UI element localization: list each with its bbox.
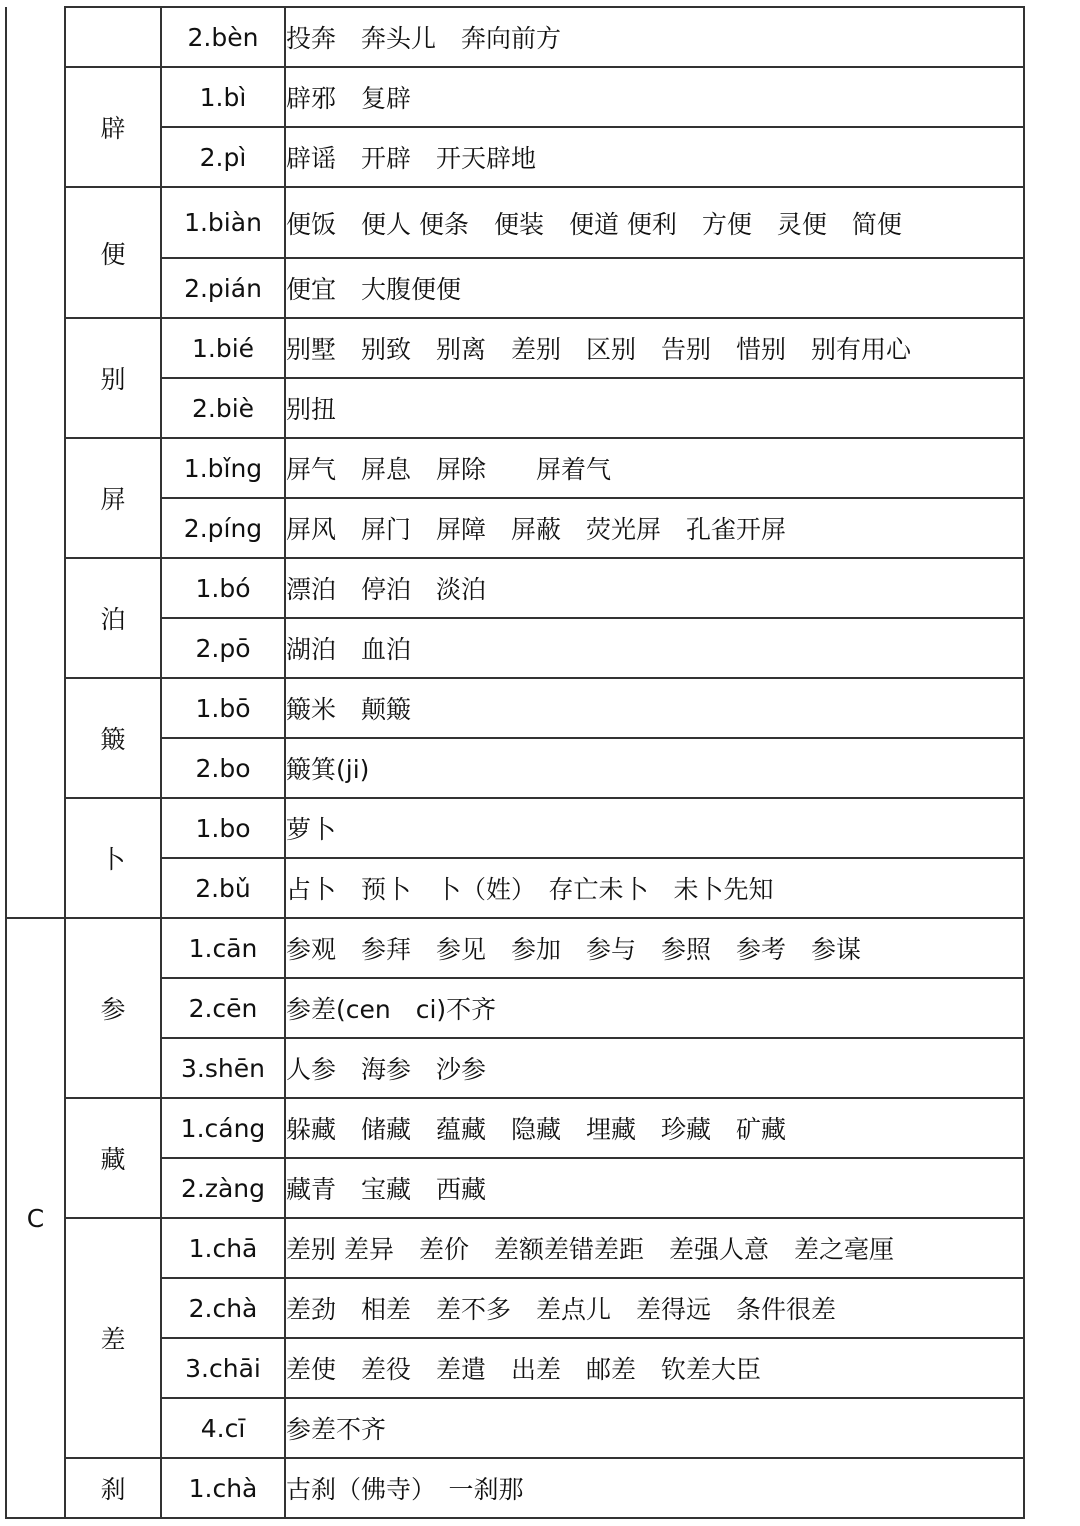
pinyin-cell: 1.biàn <box>161 187 285 258</box>
pinyin-cell: 1.bó <box>161 558 285 618</box>
letter-cell-b-continued <box>6 7 65 918</box>
pinyin-cell: 1.chā <box>161 1218 285 1278</box>
pinyin-cell: 4.cī <box>161 1398 285 1458</box>
words-cell: 别扭 <box>285 378 1024 438</box>
table-row <box>6 798 1024 858</box>
words-cell: 萝卜 <box>285 798 1024 858</box>
char-cell: 别 <box>65 318 161 438</box>
pinyin-cell: 2.bo <box>161 738 285 798</box>
words-cell: 屏气 屏息 屏除 屏着气 <box>285 438 1024 498</box>
pinyin-cell: 2.bǔ <box>161 858 285 918</box>
table-row <box>6 187 1024 258</box>
char-cell: 泊 <box>65 558 161 678</box>
words-cell: 差劲 相差 差不多 差点儿 差得远 条件很差 <box>285 1278 1024 1338</box>
table-row <box>6 558 1024 618</box>
polyphonic-character-table <box>5 6 1025 1519</box>
words-cell: 占卜 预卜 卜（姓） 存亡未卜 未卜先知 <box>285 858 1024 918</box>
char-cell: 卜 <box>65 798 161 918</box>
char-cell-empty <box>65 7 161 67</box>
pinyin-cell: 2.biè <box>161 378 285 438</box>
pinyin-cell: 3.chāi <box>161 1338 285 1398</box>
words-cell: 别墅 别致 别离 差别 区别 告别 惜别 别有用心 <box>285 318 1024 378</box>
words-cell: 湖泊 血泊 <box>285 618 1024 678</box>
words-cell: 差别 差异 差价 差额差错差距 差强人意 差之毫厘 <box>285 1218 1024 1278</box>
pinyin-cell: 1.bō <box>161 678 285 738</box>
words-cell: 参差不齐 <box>285 1398 1024 1458</box>
char-cell: 屏 <box>65 438 161 558</box>
table-row <box>6 918 1024 978</box>
table-row <box>6 1458 1024 1518</box>
letter-cell: C <box>6 918 65 1518</box>
pinyin-cell: 2.zàng <box>161 1158 285 1218</box>
table-row <box>6 678 1024 738</box>
words-cell: 便宜 大腹便便 <box>285 258 1024 318</box>
words-cell: 屏风 屏门 屏障 屏蔽 荧光屏 孔雀开屏 <box>285 498 1024 558</box>
char-cell: 便 <box>65 187 161 318</box>
pinyin-cell: 2.pō <box>161 618 285 678</box>
pinyin-cell: 2.pì <box>161 127 285 187</box>
words-cell: 投奔 奔头儿 奔向前方 <box>285 7 1024 67</box>
pinyin-cell: 1.bǐng <box>161 438 285 498</box>
words-cell: 差使 差役 差遣 出差 邮差 钦差大臣 <box>285 1338 1024 1398</box>
words-cell: 躲藏 储藏 蕴藏 隐藏 埋藏 珍藏 矿藏 <box>285 1098 1024 1158</box>
pinyin-cell: 1.bì <box>161 67 285 127</box>
words-cell: 参差(cen ci)不齐 <box>285 978 1024 1038</box>
char-cell: 刹 <box>65 1458 161 1518</box>
words-cell: 漂泊 停泊 淡泊 <box>285 558 1024 618</box>
pinyin-cell: 1.bié <box>161 318 285 378</box>
table-row <box>6 318 1024 378</box>
pinyin-cell: 1.cān <box>161 918 285 978</box>
pinyin-cell: 2.bèn <box>161 7 285 67</box>
char-cell: 参 <box>65 918 161 1098</box>
pinyin-cell: 2.pián <box>161 258 285 318</box>
words-cell: 藏青 宝藏 西藏 <box>285 1158 1024 1218</box>
table-row <box>6 1218 1024 1278</box>
pinyin-cell: 2.cēn <box>161 978 285 1038</box>
char-cell: 辟 <box>65 67 161 187</box>
words-cell: 辟邪 复辟 <box>285 67 1024 127</box>
pinyin-cell: 1.chà <box>161 1458 285 1518</box>
table-row <box>6 1098 1024 1158</box>
table-row <box>6 7 1024 67</box>
table-row <box>6 67 1024 127</box>
char-cell: 差 <box>65 1218 161 1458</box>
words-cell: 簸米 颠簸 <box>285 678 1024 738</box>
pinyin-cell: 3.shēn <box>161 1038 285 1098</box>
pinyin-cell: 1.bo <box>161 798 285 858</box>
words-cell: 辟谣 开辟 开天辟地 <box>285 127 1024 187</box>
pinyin-cell: 2.chà <box>161 1278 285 1338</box>
words-cell: 簸箕(ji) <box>285 738 1024 798</box>
char-cell: 藏 <box>65 1098 161 1218</box>
words-cell: 古刹（佛寺） 一刹那 <box>285 1458 1024 1518</box>
pinyin-cell: 1.cáng <box>161 1098 285 1158</box>
words-cell: 参观 参拜 参见 参加 参与 参照 参考 参谋 <box>285 918 1024 978</box>
words-cell: 便饭 便人 便条 便装 便道 便利 方便 灵便 简便 <box>285 187 1024 258</box>
words-cell: 人参 海参 沙参 <box>285 1038 1024 1098</box>
table-row <box>6 438 1024 498</box>
char-cell: 簸 <box>65 678 161 798</box>
pinyin-cell: 2.píng <box>161 498 285 558</box>
